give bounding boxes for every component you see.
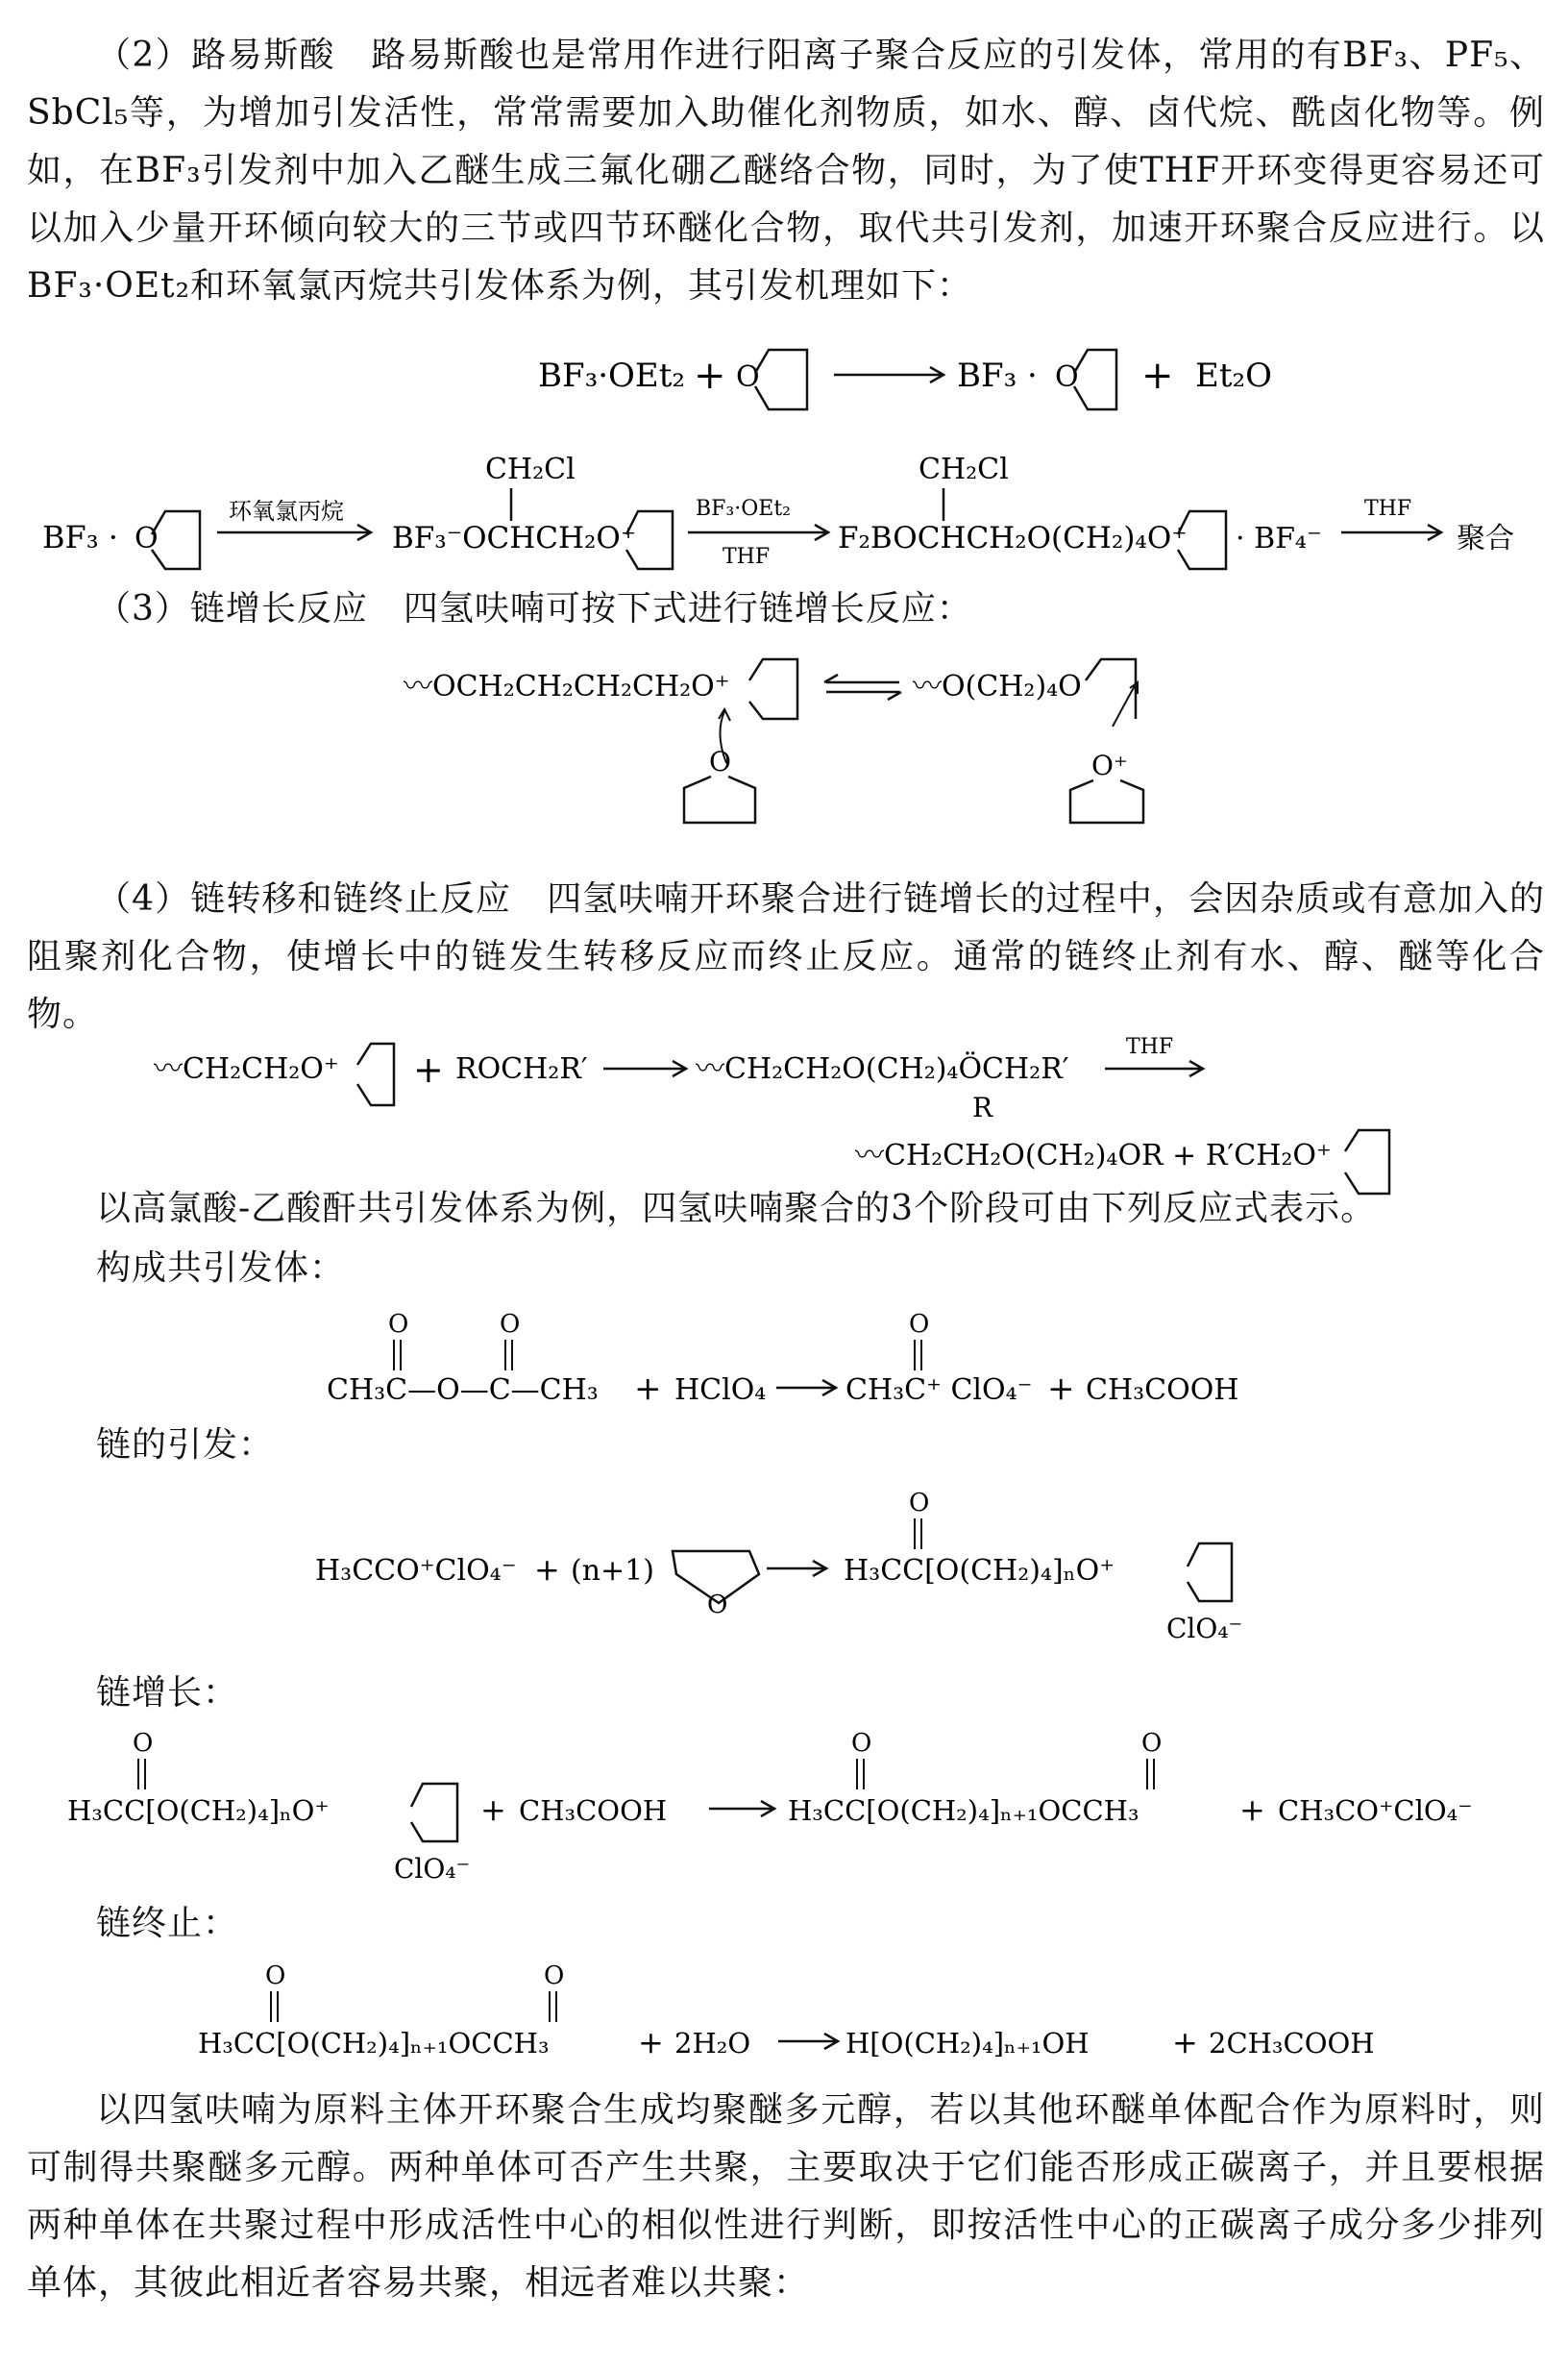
opened-ring-shape	[1086, 659, 1136, 719]
equation-propagation	[0, 1722, 1568, 1895]
eq1-product: BF₃ ·	[957, 357, 1038, 395]
eq7-anion: ClO₄⁻	[394, 1853, 471, 1885]
chain-transfer-text: （4）链转移和链终止反应 四氢呋喃开环聚合进行链增长的过程中，会因杂质或有意加入的阻聚剂化合物，使增长中的链发生转移反应而终止反应。通常的链终止剂有水、醇、醚等化合物。	[27, 879, 1545, 1034]
equilibrium-arrow	[824, 675, 901, 700]
eq4-reagent: ROCH₂R′	[455, 1052, 588, 1086]
eq2-arrow2-label-top: BF₃·OEt₂	[696, 497, 791, 521]
eq2-arrow3	[1341, 525, 1441, 540]
co-initiator-heading: 构成共引发体：	[96, 1248, 346, 1288]
double-bond	[915, 1518, 921, 1549]
lewis-acid-paragraph	[27, 27, 1545, 315]
double-bond	[271, 1991, 556, 2022]
eq4-left: 〰CH₂CH₂O⁺	[154, 1052, 339, 1086]
eq5-arrow	[776, 1380, 836, 1395]
thf-ring-shape	[1074, 350, 1116, 409]
eq7-product: H₃CC[O(CH₂)₄]ₙ₊₁OCCH₃	[788, 1794, 1139, 1827]
eq8-o2: O	[544, 1961, 565, 1990]
eq4-product2: 〰CH₂CH₂O(CH₂)₄OR + R′CH₂O⁺	[855, 1139, 1332, 1172]
thf-ring-shape	[411, 1784, 457, 1841]
double-bond	[394, 1340, 512, 1370]
eq2-start: BF₃ ·	[42, 519, 118, 555]
eq7-o2: O	[851, 1729, 872, 1758]
eq2-ring-o: O	[135, 522, 159, 555]
conclusion-paragraph	[27, 2082, 1545, 2312]
eq6-reactant: H₃CCO⁺ClO₄⁻	[315, 1554, 517, 1588]
thf-ring-shape	[1070, 780, 1143, 823]
conclusion-text: 以四氢呋喃为原料主体开环聚合生成均聚醚多元醇，若以其他环醚单体配合作为原料时，则可制得共聚醚多元醇。两种单体可否产生共聚，主要取决于它们能否形成正碳离子，并且要根据两种单体在共聚过程中形成活性中心的相似性进行判断，即按活性中心的正碳离子成分多少排列单体，其彼此相近者容易共聚，相远者难以共聚：	[27, 2090, 1545, 2303]
eq4-arrow1	[603, 1061, 686, 1076]
eq6-anion: ClO₄⁻	[1166, 1613, 1243, 1644]
thf-ring-shape	[1188, 1543, 1232, 1601]
eq2-anion: · BF₄⁻	[1236, 522, 1322, 555]
thf-ring-shape	[755, 350, 807, 409]
curved-arrow	[1113, 682, 1138, 727]
eq8-plus: +	[638, 2024, 664, 2060]
eq8-arrow	[778, 2034, 838, 2049]
chain-growth-heading: （3）链增长反应 四氢呋喃可按下式进行链增长反应：	[96, 589, 972, 629]
eq4-r: R	[972, 1092, 993, 1123]
eq1-plus: +	[694, 354, 726, 398]
eq2-arrow2	[688, 525, 828, 540]
equation-initiation	[0, 1480, 1568, 1653]
eq7-o: O	[133, 1729, 154, 1758]
eq5-o3: O	[909, 1310, 930, 1339]
eq8-lhs: H₃CC[O(CH₂)₄]ₙ₊₁OCCH₃	[198, 2027, 550, 2060]
eq6-plus: +	[534, 1551, 560, 1588]
eq3-right: 〰O(CH₂)₄O	[913, 670, 1082, 703]
eq4-arrow2	[1105, 1061, 1203, 1076]
equation-co-initiator	[0, 1303, 1568, 1409]
eq5-o1: O	[388, 1310, 409, 1339]
termination-heading: 链终止：	[96, 1904, 239, 1943]
eq5-plus: +	[634, 1369, 662, 1408]
eq1-lhs: BF₃·OEt₂	[538, 357, 685, 395]
eq1-plus2: +	[1141, 354, 1174, 398]
eq6-product: H₃CC[O(CH₂)₄]ₙO⁺	[844, 1554, 1115, 1588]
lewis-acid-text: （2）路易斯酸 路易斯酸也是常用作进行阳离子聚合反应的引发体，常用的有BF₃、PF₅、SbCl₅等，为增加引发活性，常常需要加入助催化剂物质，如水、醇、卤代烷、酰卤化物等。例如，在BF₃引发剂中加入乙醚生成三氟化硼乙醚络合物，同时，为了使THF开环变得更容易还可以加入少量开环倾向较大的三节或四节环醚化合物，取代共引发剂，加速开环聚合反应进行。以BF₃·OEt₂和环氧氯丙烷共引发体系为例，其引发机理如下：	[27, 36, 1545, 306]
eq6-carbonyl-o: O	[909, 1489, 930, 1517]
equation-bf3-thf-complex	[0, 317, 1568, 423]
eq8-product: H[O(CH₂)₄]ₙ₊₁OH	[845, 2027, 1090, 2060]
eq2-arrow1-label: 环氧氯丙烷	[229, 498, 344, 525]
eq4-product1: 〰CH₂CH₂O(CH₂)₄ÖCH₂R′	[696, 1052, 1069, 1086]
eq8-water: 2H₂O	[674, 2027, 751, 2060]
example-intro: 以高氯酸-乙酸酐共引发体系为例，四氢呋喃聚合的3个阶段可由下列反应式表示。	[96, 1189, 1377, 1228]
equation-termination	[0, 1955, 1568, 2070]
thf-ring-shape	[684, 777, 755, 823]
eq8-o: O	[265, 1961, 286, 1990]
eq8-plus2: +	[1172, 2024, 1198, 2060]
eq6-arrow	[767, 1561, 826, 1576]
eq6-coefficient: (n+1)	[571, 1554, 654, 1588]
eq5-o2: O	[500, 1310, 521, 1339]
eq5-acid: HClO₄	[674, 1373, 767, 1407]
eq5-plus2: +	[1047, 1369, 1075, 1408]
double-bond	[857, 1759, 1154, 1789]
eq2-arrow3-label: THF	[1364, 497, 1412, 521]
eq6-ring-o: O	[707, 1591, 728, 1619]
eq2-arrow1	[217, 525, 371, 540]
eq2-ch2cl-b: CH₂Cl	[919, 453, 1009, 486]
eq7-plus2: +	[1239, 1791, 1265, 1828]
double-bond	[915, 1340, 921, 1370]
eq1-ring-o: O	[736, 360, 760, 394]
propagation-heading: 链增长：	[96, 1673, 239, 1713]
eq7-plus: +	[480, 1791, 506, 1828]
eq3-thf-o2: O⁺	[1091, 750, 1128, 781]
eq7-o3: O	[1141, 1729, 1163, 1758]
eq2-ch2cl: CH₂Cl	[485, 453, 576, 486]
eq5-anhydride: CH₃C—O—C—CH₃	[327, 1373, 599, 1407]
eq5-acetic-acid: CH₃COOH	[1086, 1373, 1239, 1407]
eq5-acylium: CH₃C⁺ ClO₄⁻	[845, 1373, 1033, 1407]
eq8-side-product: 2CH₃COOH	[1209, 2027, 1375, 2060]
chain-transfer-paragraph	[27, 871, 1545, 1044]
eq1-arrow	[834, 367, 943, 382]
eq7-acid: CH₃COOH	[519, 1794, 668, 1827]
equation-epichlorohydrin-initiation	[0, 452, 1568, 577]
eq7-side-product: CH₃CO⁺ClO₄⁻	[1278, 1794, 1473, 1827]
eq2-arrow2-label-bottom: THF	[723, 545, 771, 569]
initiation-heading: 链的引发：	[96, 1425, 275, 1465]
equation-chain-termination-ether	[0, 1028, 1568, 1211]
eq3-thf-o: O	[709, 746, 731, 777]
eq1-product-o: O	[1055, 360, 1079, 394]
eq3-left: 〰OCH₂CH₂CH₂CH₂O⁺	[404, 670, 730, 703]
eq2-product: F₂BOCHCH₂O(CH₂)₄O⁺	[838, 521, 1188, 555]
thf-ring-shape	[152, 511, 200, 569]
eq7-arrow	[709, 1801, 774, 1816]
eq4-plus: +	[413, 1048, 444, 1091]
eq4-arrow-label: THF	[1126, 1035, 1174, 1059]
thf-ring-shape	[357, 1044, 394, 1105]
eq2-intermediate: BF₃⁻OCHCH₂O⁺	[392, 521, 637, 555]
equation-chain-growth	[0, 646, 1568, 838]
thf-ring-shape	[749, 659, 797, 719]
eq7-lhs: H₃CC[O(CH₂)₄]ₙO⁺	[67, 1794, 330, 1827]
eq1-side-product: Et₂O	[1195, 357, 1272, 395]
double-bond	[138, 1759, 145, 1789]
eq2-final: 聚合	[1457, 522, 1514, 555]
thf-ring-shape	[1345, 1130, 1389, 1194]
